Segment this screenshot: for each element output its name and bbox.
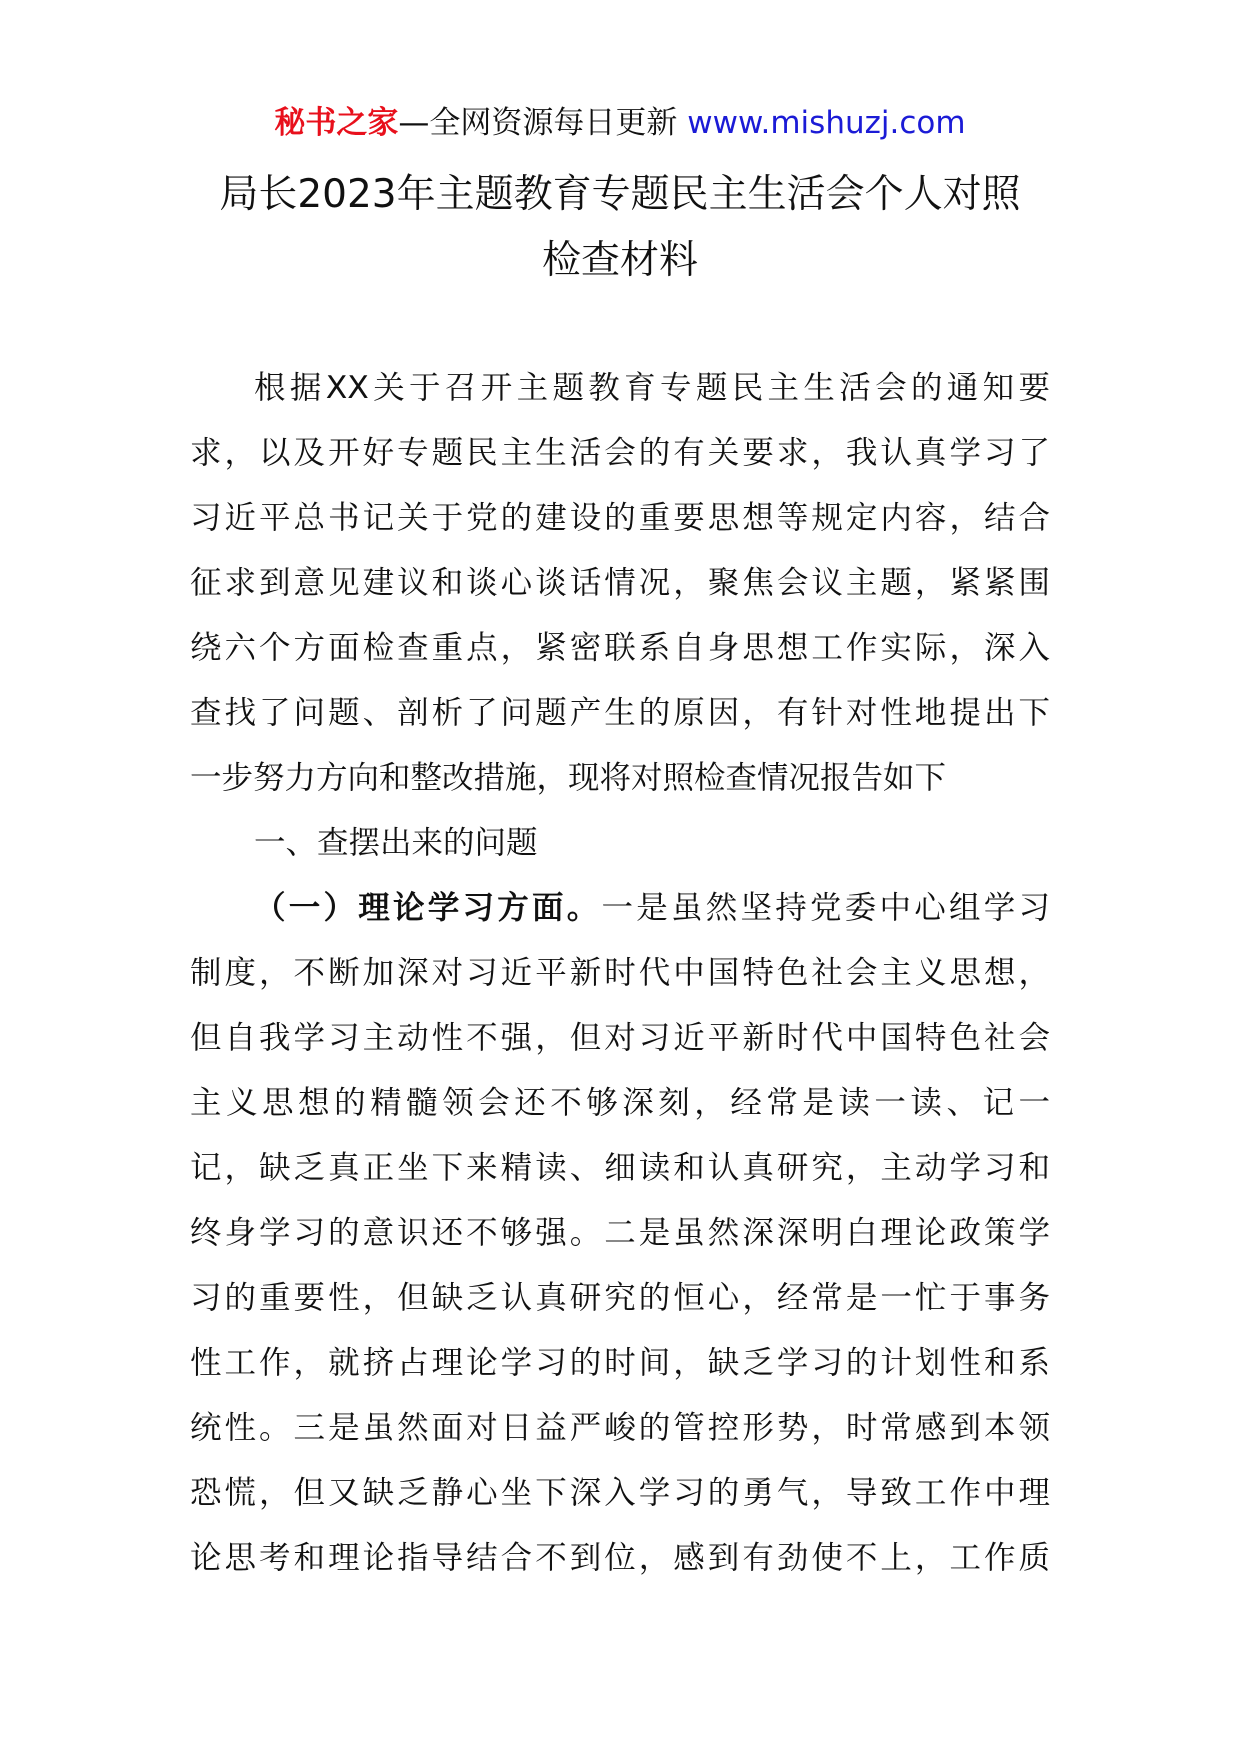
paragraph-line: 统性。三是虽然面对日益严峻的管控形势，时常感到本领 (190, 1410, 1050, 1446)
intro-line: 根据XX关于召开主题教育专题民主生活会的通知要 (254, 370, 1050, 406)
intro-line: 求，以及开好专题民主生活会的有关要求，我认真学习了 (190, 435, 1050, 471)
brand-name: 秘书之家 (274, 105, 399, 141)
paragraph-line: 性工作，就挤占理论学习的时间，缺乏学习的计划性和系 (190, 1345, 1050, 1381)
subsection-first-line (190, 876, 1050, 941)
paragraph-line: 习的重要性，但缺乏认真研究的恒心，经常是一忙于事务 (190, 1280, 1050, 1316)
intro-line: 征求到意见建议和谈心谈话情况，聚焦会议主题，紧紧围 (190, 565, 1050, 601)
intro-line: 一步努力方向和整改措施，现将对照检查情况报告如下 (190, 760, 947, 796)
subsection-heading: （一）理论学习方面。 (254, 890, 602, 926)
paragraph-line: 记，缺乏真正坐下来精读、细读和认真研究，主动学习和 (190, 1150, 1050, 1186)
section-heading: 一、查摆出来的问题 (254, 825, 538, 861)
paragraph-line: 恐慌，但又缺乏静心坐下深入学习的勇气，导致工作中理 (190, 1475, 1050, 1511)
paragraph-line: 制度，不断加深对习近平新时代中国特色社会主义思想， (190, 955, 1050, 991)
paragraph-line: 终身学习的意识还不够强。二是虽然深深明白理论政策学 (190, 1215, 1050, 1251)
intro-line: 查找了问题、剖析了问题产生的原因，有针对性地提出下 (190, 695, 1050, 731)
intro-line: 习近平总书记关于党的建设的重要思想等规定内容，结合 (190, 500, 1050, 536)
title-line-2: 检查材料 (541, 238, 698, 283)
site-url-link[interactable]: www.mishuzj.com (687, 105, 966, 141)
header-slogan: —全网资源每日更新 (398, 105, 678, 141)
site-header (0, 100, 1240, 146)
paragraph-line: 论思考和理论指导结合不到位，感到有劲使不上，工作质 (190, 1540, 1050, 1576)
subsection-line-rest: 一是虽然坚持党委中心组学习 (601, 890, 1050, 926)
document-body (190, 356, 1050, 1591)
paragraph-line: 但自我学习主动性不强，但对习近平新时代中国特色社会 (190, 1020, 1050, 1056)
document-title (150, 162, 1090, 294)
intro-line: 绕六个方面检查重点，紧密联系自身思想工作实际，深入 (190, 630, 1050, 666)
title-line-1: 局长2023年主题教育专题民主生活会个人对照 (219, 172, 1021, 217)
paragraph-line: 主义思想的精髓领会还不够深刻，经常是读一读、记一 (190, 1085, 1050, 1121)
